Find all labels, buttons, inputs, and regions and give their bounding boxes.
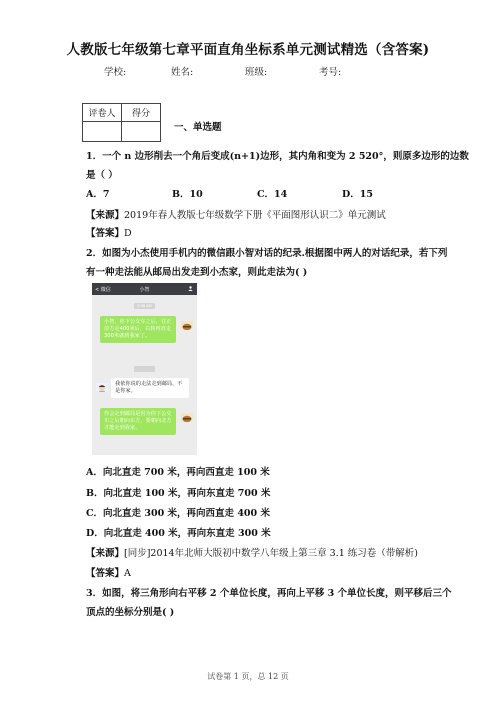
q2-answer-label: 【答案】 <box>86 568 125 579</box>
user-profile-icon <box>188 286 193 291</box>
score-table <box>82 103 161 142</box>
q1-choice-c: C．14 <box>257 189 288 200</box>
school-label: 学校: <box>104 67 127 78</box>
name-label: 姓名: <box>171 67 194 78</box>
q1-answer-value: D <box>124 228 132 239</box>
receiver-avatar-icon <box>96 380 108 392</box>
q2-line1: 2．如图为小杰使用手机内的微信跟小智对话的纪录.根据图中两人的对话纪录，若下列 <box>86 248 448 259</box>
chat-message-sent-1: 小智，你下公交车之后，往正前方走400米后，右转再直走300米就到我家了。 <box>100 316 176 343</box>
chat-contact-name: 小智 <box>139 287 150 293</box>
q2-source-label: 【来源】 <box>86 548 125 559</box>
score-label: 得分 <box>122 104 161 122</box>
q1-source-label: 【来源】 <box>86 210 125 221</box>
wechat-screenshot <box>92 283 197 455</box>
q1-choice-a: A．7 <box>86 189 110 200</box>
q2-option-d: D．向北直走 400 米，再向东直走 300 米 <box>86 528 271 539</box>
class-label: 班级: <box>245 67 268 78</box>
q1-choice-d: D．15 <box>342 189 373 200</box>
q3-line2: 顶点的坐标分别是( ) <box>86 607 175 618</box>
chat-timestamp-2 <box>134 366 155 372</box>
q2-answer-value: A <box>124 568 131 579</box>
q1-choice-b: B．10 <box>172 189 203 200</box>
q2-source-text: [同步]2014年北师大版初中数学八年级上第三章 3.1 练习卷（带解析) <box>124 548 418 559</box>
sender-avatar-icon <box>181 318 193 330</box>
q2-answer <box>86 565 131 579</box>
q1-answer-label: 【答案】 <box>86 228 125 239</box>
q1-source <box>86 207 386 221</box>
q3-line1: 3．如图，将三角形向右平移 2 个单位长度，再向上平移 3 个单位长度，则平移后三个 <box>86 588 452 599</box>
chat-message-received: 我依你说的走法走到邮局，不是你家。 <box>111 378 189 398</box>
chat-back-label: < 微信 <box>95 287 111 293</box>
q2-option-c: C．向北直走 300 米，再向西直走 400 米 <box>86 508 270 519</box>
document-title: 人教版七年级第七章平面直角坐标系单元测试精选（含答案) <box>66 42 430 58</box>
grader-cell <box>83 122 122 142</box>
exam-number-label: 考号: <box>319 67 342 78</box>
section-title: 一、单选题 <box>174 122 222 133</box>
q1-choices <box>86 186 406 198</box>
grader-label: 评卷人 <box>83 104 122 122</box>
q2-line2: 有一种走法能从邮局出发走到小杰家，则此走法为( ) <box>86 267 308 278</box>
q2-source <box>86 545 418 559</box>
chat-timestamp: 9:56 AM <box>134 303 155 309</box>
page-footer: 试卷第 1 页，总 12 页 <box>207 672 289 681</box>
q1-answer <box>86 225 132 239</box>
q1-line2: 是（ ） <box>86 170 118 181</box>
chat-message-sent-2: 你会走到邮局是因为你下公交车之后朝向东方，要朝向北方才能走到我家。 <box>100 408 176 435</box>
score-cell <box>122 122 161 142</box>
q1-line1: 1．一个 n 边形削去一个角后变成(n+1)边形，其内角和变为 2 520°，则原多边形的边数 <box>86 151 469 162</box>
q1-source-text: 2019年春人教版七年级数学下册《平面图形认识二》单元测试 <box>124 210 386 221</box>
chat-title-bar <box>92 283 197 295</box>
q2-option-b: B．向北直走 100 米，再向东直走 700 米 <box>86 488 271 499</box>
sender-avatar-icon-2 <box>181 410 193 422</box>
q2-option-a: A．向北直走 700 米，再向西直走 100 米 <box>86 467 270 478</box>
